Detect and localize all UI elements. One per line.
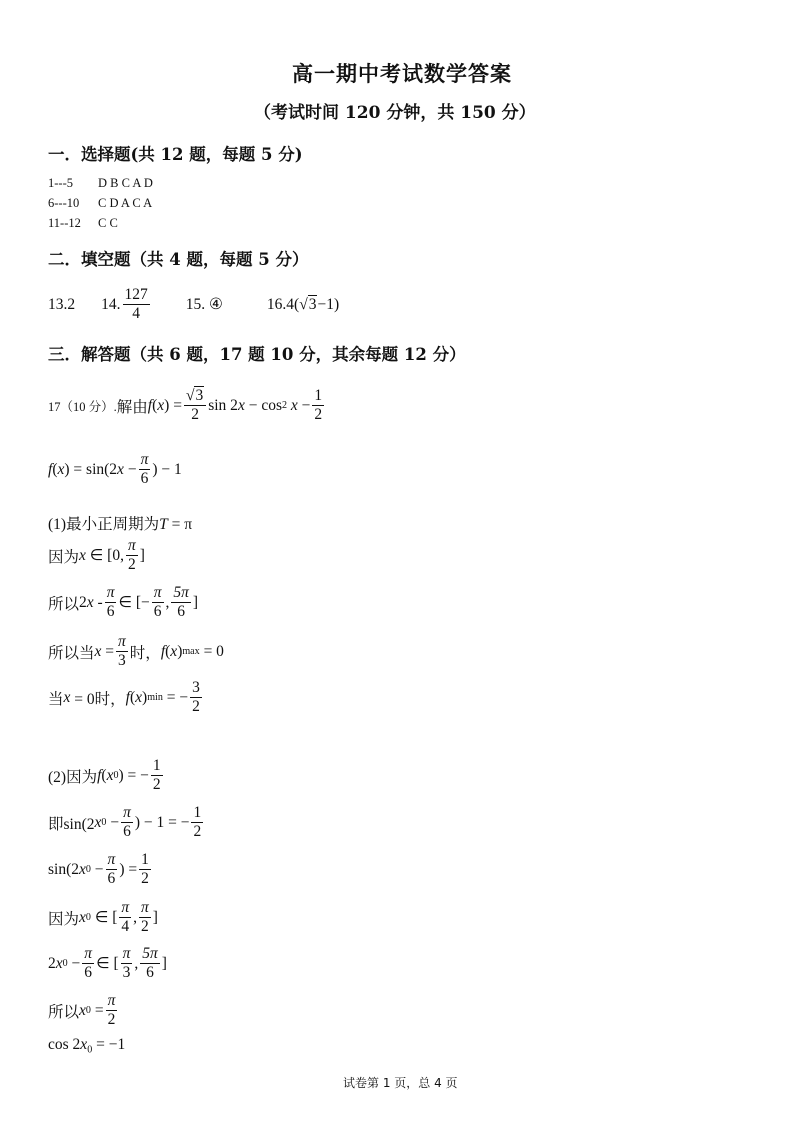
part2-domain bbox=[48, 900, 158, 936]
zero-subscript: 0 bbox=[85, 1005, 91, 1017]
bracket: ] bbox=[152, 908, 158, 926]
x-symbol: x bbox=[79, 546, 86, 564]
page-footer: 试卷第 1 页，总 4 页 bbox=[343, 1076, 458, 1090]
so: 所以 bbox=[48, 595, 80, 613]
part1-label: (1)最小正周期为 bbox=[48, 516, 160, 533]
numerator: π bbox=[106, 993, 118, 1011]
denominator: 2 bbox=[141, 918, 149, 936]
answer-15: 15. ④ bbox=[185, 296, 223, 314]
x-symbol: x bbox=[106, 766, 114, 784]
sqrt3-over-2 bbox=[184, 388, 206, 424]
numerator: π bbox=[121, 805, 133, 823]
numerator: π bbox=[121, 946, 133, 964]
denominator: 6 bbox=[84, 964, 93, 982]
pi-over-6 bbox=[105, 585, 117, 621]
ji-sin: 即sin(2 bbox=[48, 815, 95, 833]
denominator: 4 bbox=[132, 305, 140, 323]
x-symbol: x bbox=[237, 396, 245, 414]
equals: = bbox=[128, 860, 138, 878]
pi-over-2 bbox=[139, 900, 151, 936]
denominator: 6 bbox=[106, 603, 115, 621]
zero-subscript: 0 bbox=[62, 958, 68, 970]
minus: − bbox=[301, 396, 311, 414]
comma: , bbox=[133, 908, 137, 926]
one-half bbox=[191, 805, 203, 841]
numerator: π bbox=[82, 946, 94, 964]
x-symbol: x bbox=[57, 460, 65, 478]
zero-subscript: 0 bbox=[113, 770, 119, 782]
in-interval: ∈ [ bbox=[94, 909, 118, 927]
radicand: 3 bbox=[308, 295, 317, 313]
dang: 当 bbox=[48, 690, 64, 708]
cos-2: cos 2 bbox=[48, 1036, 81, 1053]
x-symbol: x bbox=[157, 396, 165, 414]
so: 所以 bbox=[48, 1003, 80, 1021]
minus: − bbox=[110, 813, 120, 831]
mc-range: 11--12 bbox=[48, 216, 81, 230]
pi-over-6 bbox=[82, 946, 94, 982]
x-symbol: x bbox=[79, 908, 86, 926]
f-symbol: f bbox=[48, 460, 53, 478]
x-symbol: x bbox=[86, 593, 94, 611]
mc-row-3 bbox=[48, 216, 118, 231]
answer-14-fraction bbox=[123, 287, 150, 323]
part1-period bbox=[48, 512, 192, 534]
5pi-over-6 bbox=[140, 946, 160, 982]
section-1-heading: 一．选择题(共 12 题，每题 5 分) bbox=[48, 145, 303, 164]
equals-negative: = − bbox=[127, 766, 149, 784]
section-3-heading: 三．解答题（共 6 题，17 题 10 分，其余每题 12 分） bbox=[48, 345, 466, 364]
part1-range: 所以 2 x - $\frac{\pi}{6}$ ∈ [− $\frac{\pi}{6}$ , $\frac{5\pi}{6}$ ] bbox=[48, 584, 199, 621]
page-title: 高一期中考试数学答案 bbox=[292, 61, 512, 86]
pi-over-6 bbox=[121, 805, 133, 841]
x-symbol: x bbox=[63, 688, 71, 706]
shi: 时， bbox=[129, 644, 161, 662]
denominator: 3 bbox=[118, 652, 126, 670]
pi-over-6 bbox=[139, 452, 151, 488]
part2-cos bbox=[48, 1036, 125, 1056]
q17-statement: 17（10 分）. 解由 f ( x ) = $\frac{√3}{2}$ sin 2 x − cos 2 x − $\frac{1}{2}$ bbox=[48, 387, 323, 424]
numerator: 127 bbox=[123, 287, 150, 305]
3-over-2 bbox=[190, 680, 202, 716]
numerator: 1 bbox=[151, 758, 163, 776]
numerator: π bbox=[152, 585, 164, 603]
q17-simplified: f ( x ) = sin(2 x − $\frac{\pi}{6}$ ) − 1 bbox=[48, 451, 182, 488]
bracket: ] bbox=[139, 546, 145, 564]
in-interval: ∈ [ bbox=[96, 955, 119, 973]
x-symbol: x bbox=[290, 396, 298, 414]
denominator: 2 bbox=[191, 406, 199, 424]
denominator: 6 bbox=[177, 603, 186, 621]
bracket: ] bbox=[161, 954, 167, 972]
numerator: 5π bbox=[171, 585, 191, 603]
part2-given: (2)因为 f ( x 0 ) = − $\frac{1}{2}$ bbox=[48, 757, 161, 794]
numerator: 1 bbox=[191, 805, 203, 823]
numerator: π bbox=[106, 852, 118, 870]
minus-one-equals: ) − 1 = − bbox=[134, 813, 190, 831]
denominator: 2 bbox=[193, 823, 202, 841]
page-subtitle: （考试时间 120 分钟，共 150 分） bbox=[254, 103, 536, 123]
x-symbol: x bbox=[135, 688, 143, 706]
answer-16: 16.4(√3−1) bbox=[266, 295, 340, 313]
zero-subscript: 0 bbox=[85, 912, 91, 924]
numerator: 1 bbox=[139, 852, 151, 870]
x-symbol: x bbox=[170, 642, 178, 660]
numerator: 1 bbox=[312, 388, 324, 406]
q17-label: 17（10 分）. bbox=[48, 399, 117, 414]
x-symbol: x bbox=[79, 860, 86, 878]
x-symbol: x bbox=[117, 460, 124, 478]
in-interval: ∈ [− bbox=[118, 594, 150, 612]
x-symbol: x bbox=[94, 813, 102, 831]
q17-solve: 解由 bbox=[116, 398, 148, 416]
in-interval: ∈ [0, bbox=[89, 547, 124, 565]
zero-subscript: 0 bbox=[85, 864, 91, 876]
answer-16-suffix: −1) bbox=[317, 295, 340, 313]
numerator: 5π bbox=[140, 946, 160, 964]
mc-row-2 bbox=[48, 196, 152, 211]
pi-over-6 bbox=[106, 852, 118, 888]
numerator: √3 bbox=[184, 388, 206, 406]
minus-one: ) − 1 bbox=[152, 460, 182, 478]
part1-domain bbox=[48, 538, 145, 574]
numerator: π bbox=[139, 900, 151, 918]
part2-sin-half bbox=[48, 852, 153, 888]
minus: − bbox=[71, 954, 81, 972]
when: 所以当 bbox=[48, 644, 95, 662]
mc-range: 1---5 bbox=[48, 176, 73, 190]
sin-open: sin(2 bbox=[48, 860, 79, 878]
zero-subscript: 0 bbox=[87, 1044, 93, 1056]
mc-answers: C C bbox=[98, 216, 118, 230]
equals-pi: = π bbox=[171, 516, 193, 533]
radicand: 3 bbox=[195, 387, 204, 404]
one-half bbox=[151, 758, 163, 794]
part2-label: (2)因为 bbox=[48, 768, 98, 786]
denominator: 6 bbox=[140, 470, 149, 488]
bracket: ] bbox=[192, 593, 199, 611]
denominator: 2 bbox=[152, 776, 161, 794]
two: 2 bbox=[48, 954, 56, 972]
denominator: 6 bbox=[153, 603, 162, 621]
answer-16-prefix: 16.4( bbox=[266, 295, 300, 313]
denominator: 2 bbox=[107, 1011, 116, 1029]
equals: = bbox=[173, 396, 182, 414]
numerator: 3 bbox=[190, 680, 202, 698]
numerator: π bbox=[119, 900, 131, 918]
square: 2 bbox=[282, 400, 288, 412]
numerator: π bbox=[116, 634, 128, 652]
mc-range: 6---10 bbox=[48, 196, 80, 210]
pi-over-2 bbox=[106, 993, 118, 1029]
equals-zero: = 0 bbox=[203, 642, 224, 660]
answer-14-label: 14. bbox=[101, 295, 121, 313]
denominator: 3 bbox=[122, 964, 131, 982]
zero-subscript: 0 bbox=[101, 817, 107, 829]
mc-row-1 bbox=[48, 176, 153, 191]
section-2-heading: 二．填空题（共 4 题，每题 5 分） bbox=[48, 250, 309, 269]
close-paren: ) bbox=[119, 860, 125, 878]
equals: = bbox=[105, 642, 115, 660]
because: 因为 bbox=[48, 548, 80, 566]
mc-answers: C D A C A bbox=[98, 196, 153, 210]
equals-neg-one: = −1 bbox=[96, 1036, 126, 1053]
cos: cos bbox=[261, 396, 282, 414]
pi-over-3 bbox=[116, 634, 128, 670]
equals-negative: = − bbox=[166, 688, 189, 706]
two: 2 bbox=[79, 593, 87, 611]
f-symbol: f bbox=[160, 642, 166, 660]
pi-over-4 bbox=[119, 900, 131, 936]
pi-over-2 bbox=[126, 538, 138, 574]
comma: , bbox=[134, 954, 139, 972]
min-subscript: min bbox=[147, 692, 163, 704]
denominator: 2 bbox=[141, 870, 149, 888]
f-symbol: f bbox=[147, 396, 153, 414]
equals: = bbox=[94, 1001, 104, 1019]
equals-zero-when: = 0时， bbox=[74, 690, 126, 708]
max-subscript: max bbox=[182, 646, 200, 658]
minus: − bbox=[94, 860, 104, 878]
denominator: 6 bbox=[146, 964, 154, 982]
minus: − bbox=[127, 460, 137, 478]
numerator: π bbox=[105, 585, 117, 603]
numerator: π bbox=[139, 452, 151, 470]
mc-answers: D B C A D bbox=[98, 176, 153, 190]
denominator: 6 bbox=[107, 870, 116, 888]
part2-equation bbox=[48, 805, 205, 841]
minus: − bbox=[248, 396, 258, 414]
one-half bbox=[139, 852, 151, 888]
x-symbol: x bbox=[79, 1001, 86, 1019]
numerator: π bbox=[126, 538, 138, 556]
f-symbol: f bbox=[125, 688, 130, 706]
T-symbol: T bbox=[159, 516, 168, 533]
because: 因为 bbox=[48, 910, 80, 928]
part2-x0 bbox=[48, 993, 119, 1029]
denominator: 2 bbox=[127, 556, 136, 574]
part1-min: 当 x = 0时， f ( x ) min = − $\frac{3}{2}$ bbox=[48, 679, 200, 716]
denominator: 2 bbox=[192, 698, 200, 716]
comma: , bbox=[165, 593, 170, 611]
pi-over-3 bbox=[121, 946, 133, 982]
part2-range bbox=[48, 946, 167, 982]
denominator: 4 bbox=[121, 918, 130, 936]
one-half bbox=[312, 388, 324, 424]
x-symbol: x bbox=[55, 954, 63, 972]
f-symbol: f bbox=[97, 766, 102, 784]
pi-over-6 bbox=[152, 585, 164, 621]
denominator: 6 bbox=[123, 823, 131, 841]
part1-max: 所以当 x = $\frac{\pi}{3}$ 时， f ( x ) max = 0 bbox=[48, 633, 224, 670]
sin-2: sin 2 bbox=[208, 396, 238, 414]
sin-open: = sin(2 bbox=[73, 460, 118, 478]
5pi-over-6 bbox=[171, 585, 191, 621]
fill-in-answers bbox=[48, 287, 339, 323]
denominator: 2 bbox=[314, 406, 323, 424]
x-symbol: x bbox=[80, 1036, 88, 1053]
x-symbol: x bbox=[94, 642, 102, 660]
answer-13: 13.2 bbox=[48, 295, 76, 313]
